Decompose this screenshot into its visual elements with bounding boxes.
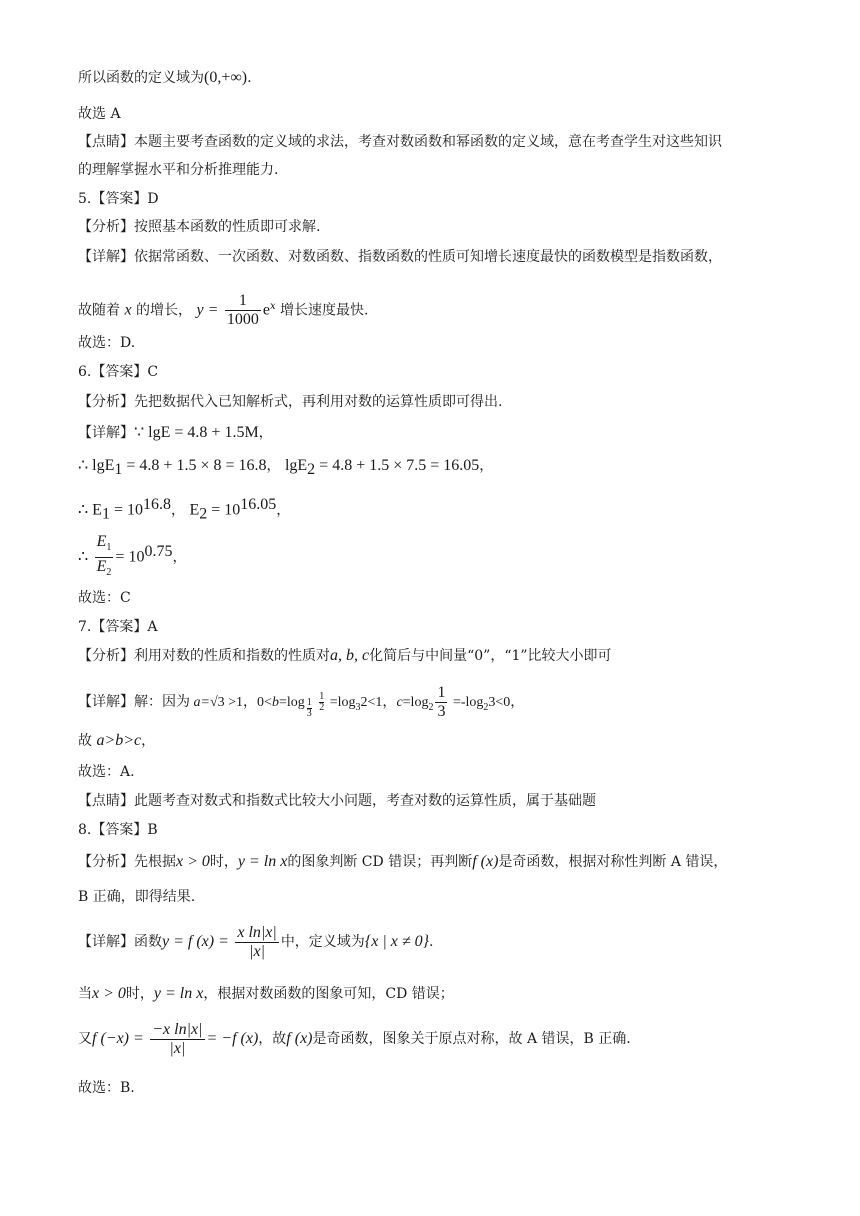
domain-conclusion-line: 所以函数的定义域为(0,+∞). bbox=[78, 69, 252, 86]
answer-choice-line: 故选：B. bbox=[78, 1080, 135, 1096]
question-8-solution-line: 又f (−x) = $\frac{\text{−x ln|x|}}{|x|}$ = −f (x)，故f (x)是奇函数，图象关于原点对称，故 A 错误，B 正确. bbox=[78, 1020, 631, 1057]
question-6-ratio-line: ∴ $\frac{E_1}{E_2}$ = $10^{0.75}$， bbox=[78, 532, 186, 582]
answer-choice-line: 故选：A. bbox=[78, 764, 135, 780]
commentary-line: 【点睛】本题主要考查函数的定义域的求法，考查对数函数和幂函数的定义域，意在考查学生对这些知识 bbox=[78, 134, 722, 150]
question-6-equation-line: ∴ $E_1 = 10^{16.8}$， $E_2 = 10^{16.05}$， bbox=[78, 496, 291, 523]
answer-choice-line: 故选 A bbox=[78, 106, 121, 122]
fraction: $\frac{1}{3}$ bbox=[306, 697, 312, 719]
fraction: $\frac{\text{x ln|x|}}{|x|}$ bbox=[237, 923, 277, 960]
fraction: $\frac{E_1}{E_2}$ bbox=[96, 532, 112, 579]
question-7-analysis: 【分析】利用对数的性质和指数的性质对a, b, c化简后与中间量“0”，“1”比较大小即可 bbox=[78, 647, 612, 664]
question-8-analysis: B 正确，即得结果. bbox=[78, 889, 196, 905]
commentary-line: 的理解掌握水平和分析推理能力. bbox=[78, 162, 279, 178]
question-5-answer: 5.【答案】D bbox=[78, 191, 159, 207]
question-6-solution-line: 【详解】∵ lgE = 4.8 + 1.5M， bbox=[78, 424, 273, 441]
answer-choice-line: 故选：C bbox=[78, 590, 131, 606]
question-5-analysis: 【分析】按照基本函数的性质即可求解. bbox=[78, 219, 321, 235]
question-7-answer: 7.【答案】A bbox=[78, 619, 158, 635]
question-8-solution-line: 当x > 0时，y = ln x，根据对数函数的图象可知，CD 错误； bbox=[78, 985, 454, 1002]
question-7-solution-line: 【详解】解：因为 a=√3 >1，0<b=log $\frac{1}{3}$ $\frac{1}{2}$ $=\log_32<1$，$c=\log_2$ $\frac{1}{3}$ $=-\log_23<0$， bbox=[78, 684, 525, 721]
answer-choice-line: 故选：D. bbox=[78, 335, 136, 351]
question-8-solution-line: 【详解】函数y = f (x) = $\frac{\text{x ln|x|}}{|x|}$ 中，定义域为{x | x ≠ 0}. bbox=[78, 923, 434, 960]
fraction: $\frac{1}{3}$ bbox=[437, 684, 446, 721]
fraction: $\frac{1}{1000}$ bbox=[226, 292, 259, 329]
question-8-answer: 8.【答案】B bbox=[78, 822, 158, 838]
question-5-formula-line: 故随着 x 的增长， y = $\frac{1}{1000}$ $e^x$ 增长速度最快. bbox=[78, 292, 369, 329]
question-6-equation-line: ∴ lgE$_1$ = 4.8 + 1.5 × 8 = 16.8， lgE$_2$ = 4.8 + 1.5 × 7.5 = 16.05， bbox=[78, 457, 494, 478]
question-6-analysis: 【分析】先把数据代入已知解析式，再利用对数的运算性质即可得出. bbox=[78, 394, 503, 410]
question-6-answer: 6.【答案】C bbox=[78, 364, 159, 380]
fraction: $\frac{1}{2}$ bbox=[319, 691, 325, 714]
question-5-solution: 【详解】依据常函数、一次函数、对数函数、指数函数的性质可知增长速度最快的函数模型是指数函数， bbox=[78, 249, 722, 265]
question-8-analysis: 【分析】先根据x > 0时，y = ln x的图象判断 CD 错误；再判断f (x)是奇函数，根据对称性判断 A 错误， bbox=[78, 853, 728, 870]
commentary-line: 【点睛】此题考查对数式和指数式比较大小问题，考查对数的运算性质，属于基础题 bbox=[78, 793, 596, 809]
fraction: $\frac{\text{−x ln|x|}}{|x|}$ bbox=[152, 1020, 203, 1057]
question-7-result: 故 a>b>c， bbox=[78, 732, 156, 749]
